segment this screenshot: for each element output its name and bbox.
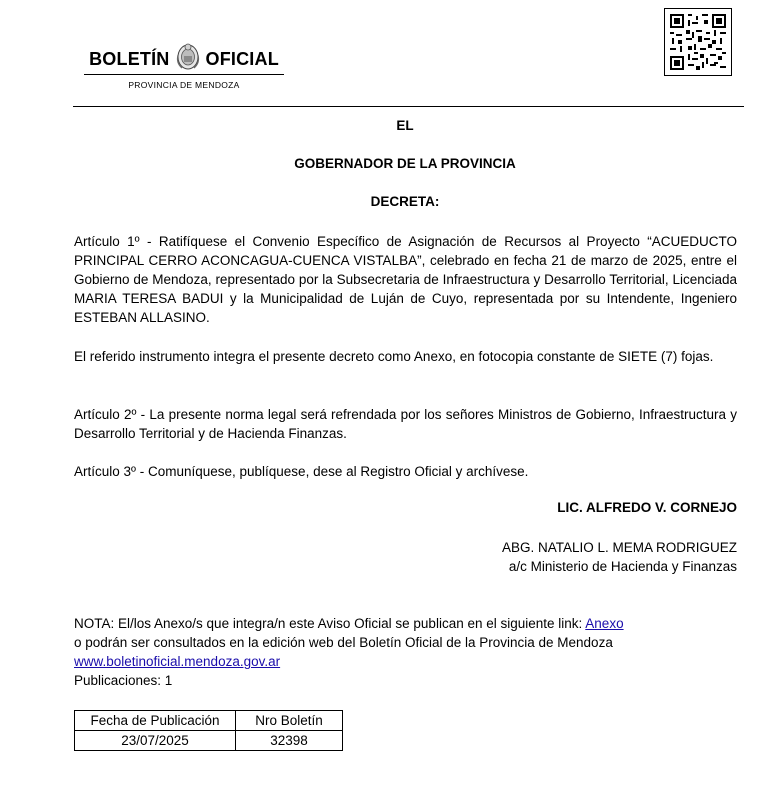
signature-ministro — [502, 538, 737, 576]
logo-word-oficial: OFICIAL — [205, 48, 279, 69]
logo-subtitle: PROVINCIA DE MENDOZA — [128, 80, 240, 90]
articulo-2: Artículo 2º - La presente norma legal será refrendada por los señores Ministros de Gobierno, Infraestructura y Desarrollo Territorial y de Hacienda Finanzas. — [74, 407, 737, 441]
cell-fecha: 23/07/2025 — [75, 731, 236, 751]
nota-line1 — [74, 614, 744, 633]
page-header — [0, 0, 768, 108]
table-row — [75, 731, 343, 751]
publicaciones-count: Publicaciones: 1 — [74, 673, 173, 688]
heading-el: EL — [396, 118, 414, 133]
boletin-website-link[interactable]: www.boletinoficial.mendoza.gov.ar — [74, 654, 281, 669]
paragraph-referido: El referido instrumento integra el presente decreto como Anexo, en fotocopia constante de SIETE (7) fojas. — [74, 349, 714, 364]
nota-block — [74, 614, 744, 690]
table-header-row — [75, 711, 343, 731]
anexo-link[interactable]: Anexo — [585, 616, 624, 631]
nota-text1: NOTA: El/los Anexo/s que integra/n este Aviso Oficial se publican en el siguiente link: — [74, 616, 586, 631]
signer2-name: ABG. NATALIO L. MEMA RODRIGUEZ — [501, 540, 737, 555]
articulo-3: Artículo 3º - Comuníquese, publíquese, dese al Registro Oficial y archívese. — [74, 464, 529, 479]
publication-table — [74, 710, 343, 751]
header-divider — [73, 106, 744, 107]
mendoza-seal-icon — [175, 41, 201, 71]
cell-nro-boletin: 32398 — [236, 731, 343, 751]
qr-code-icon — [664, 8, 732, 76]
logo-title — [84, 46, 284, 72]
articulo-1: Artículo 1º - Ratifíquese el Convenio Específico de Asignación de Recursos al Proyecto “ACUEDUCTO PRINCIPAL CERRO ACONCAGUA-CUENCA VISTALBA”, celebrado en fecha 21 de marzo de 2025, entre el Gobierno de Mendoza, representado por la Subsecretaria de Infraestructura y Desarrollo Territorial, Licenciada MARIA TERESA BADUI y la Municipalidad de Luján de Cuyo, representada por su Intendente, Ingeniero ESTEBAN ALLASINO. — [74, 234, 737, 325]
header-fecha: Fecha de Publicación — [75, 711, 236, 731]
header-nro-boletin: Nro Boletín — [236, 711, 343, 731]
heading-decreta: DECRETA: — [370, 194, 440, 209]
nota-text2: o podrán ser consultados en la edición web del Boletín Oficial de la Provincia de Mendoza — [74, 635, 613, 650]
signer2-role: a/c Ministerio de Hacienda y Finanzas — [508, 559, 737, 574]
logo-rule — [84, 74, 284, 75]
boletin-oficial-logo — [84, 36, 284, 96]
signature-gobernador: LIC. ALFREDO V. CORNEJO — [557, 500, 737, 515]
heading-gobernador: GOBERNADOR DE LA PROVINCIA — [294, 156, 516, 171]
logo-word-boletin: BOLETÍN — [89, 48, 170, 69]
